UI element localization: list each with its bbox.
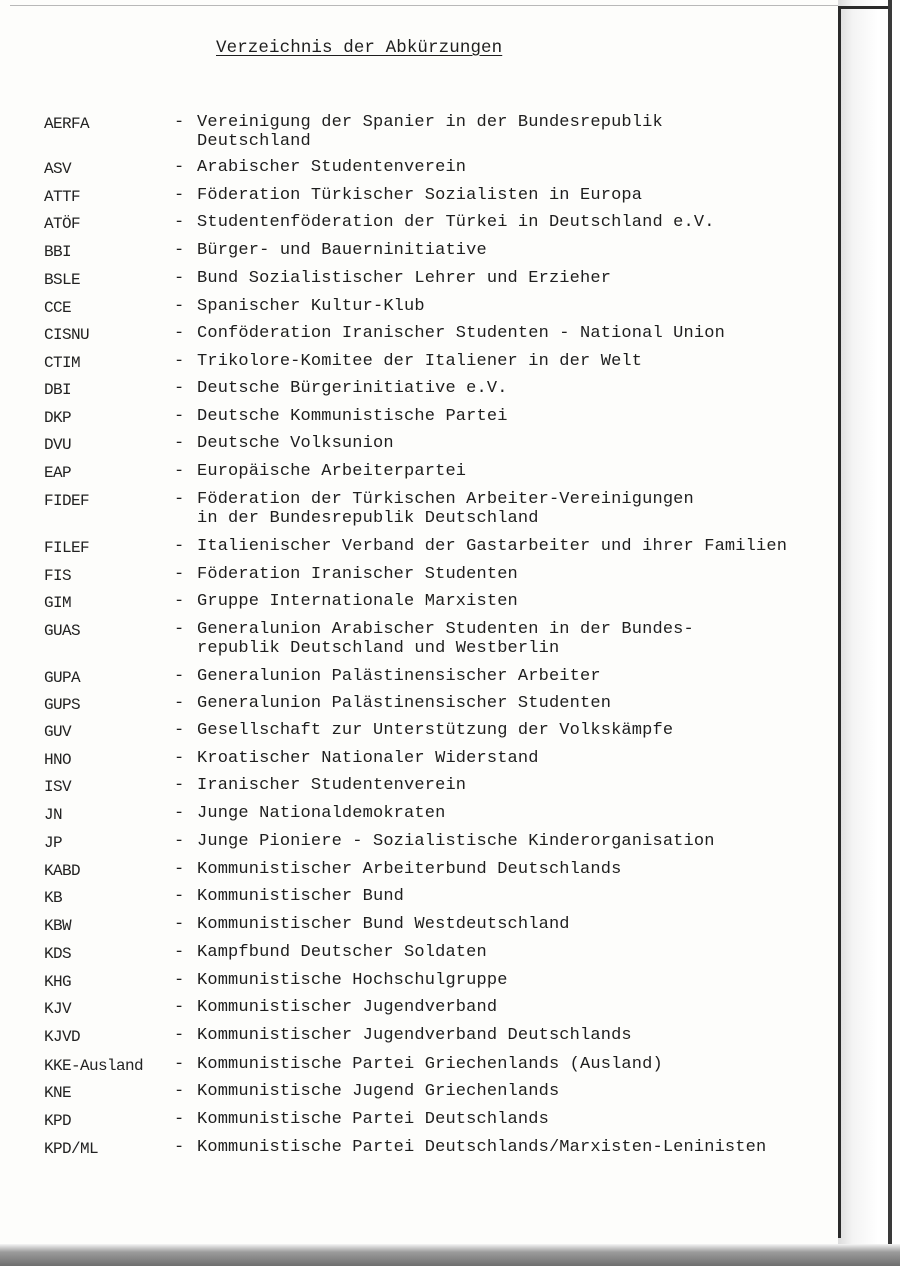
abbreviation: KNE: [44, 1084, 72, 1102]
abbreviation-meaning: Deutsche Volksunion: [197, 434, 394, 453]
separator-dash: -: [174, 379, 185, 398]
abbreviation: KKE-Ausland: [44, 1057, 144, 1075]
separator-dash: -: [174, 434, 185, 453]
abbreviation: ISV: [44, 778, 72, 796]
separator-dash: -: [174, 269, 185, 288]
abbreviation-meaning: Generalunion Arabischer Studenten in der Bundes- republik Deutschland und Westberlin: [197, 620, 694, 658]
abbreviation: KDS: [44, 945, 72, 963]
abbreviation-meaning: Junge Pioniere - Sozialistische Kinderorganisation: [197, 832, 715, 851]
abbreviation: KABD: [44, 862, 81, 880]
abbreviation: AERFA: [44, 115, 90, 133]
separator-dash: -: [174, 1026, 185, 1045]
abbreviation: KB: [44, 889, 63, 907]
binder-outer-rule: [888, 0, 892, 1266]
abbreviation: CISNU: [44, 326, 90, 344]
abbreviation-meaning: Föderation Iranischer Studenten: [197, 565, 518, 584]
separator-dash: -: [174, 490, 185, 509]
abbreviation-meaning: Iranischer Studentenverein: [197, 776, 467, 795]
abbreviation: KPD/ML: [44, 1140, 99, 1158]
abbreviation-meaning: Junge Nationaldemokraten: [197, 804, 446, 823]
abbreviation-meaning: Kampfbund Deutscher Soldaten: [197, 943, 487, 962]
abbreviation: EAP: [44, 464, 72, 482]
abbreviation: KJVD: [44, 1028, 81, 1046]
abbreviation: KPD: [44, 1112, 72, 1130]
abbreviation: ATTF: [44, 188, 81, 206]
separator-dash: -: [174, 749, 185, 768]
abbreviation-meaning: Bund Sozialistischer Lehrer und Erzieher: [197, 269, 612, 288]
separator-dash: -: [174, 537, 185, 556]
separator-dash: -: [174, 1138, 185, 1157]
separator-dash: -: [174, 297, 185, 316]
abbreviation: GIM: [44, 594, 72, 612]
abbreviation: KJV: [44, 1000, 72, 1018]
abbreviation-meaning: Kommunistische Hochschulgruppe: [197, 971, 508, 990]
abbreviation-meaning: Kommunistischer Arbeiterbund Deutschlands: [197, 860, 622, 879]
abbreviation: GUV: [44, 723, 72, 741]
abbreviation: ATÖF: [44, 215, 81, 233]
abbreviation: GUPS: [44, 696, 81, 714]
separator-dash: -: [174, 462, 185, 481]
abbreviation-meaning: Bürger- und Bauerninitiative: [197, 241, 487, 260]
separator-dash: -: [174, 1110, 185, 1129]
separator-dash: -: [174, 776, 185, 795]
binder-top-rule: [838, 6, 890, 9]
abbreviation: DVU: [44, 436, 72, 454]
separator-dash: -: [174, 407, 185, 426]
separator-dash: -: [174, 998, 185, 1017]
separator-dash: -: [174, 667, 185, 686]
page-title: Verzeichnis der Abkürzungen: [216, 38, 503, 58]
separator-dash: -: [174, 721, 185, 740]
abbreviation: BSLE: [44, 271, 81, 289]
separator-dash: -: [174, 971, 185, 990]
separator-dash: -: [174, 1082, 185, 1101]
abbreviation-meaning: Deutsche Kommunistische Partei: [197, 407, 508, 426]
abbreviation: FILEF: [44, 539, 90, 557]
binder-edge: [838, 0, 900, 1266]
separator-dash: -: [174, 113, 185, 132]
abbreviation: GUAS: [44, 622, 81, 640]
abbreviation: GUPA: [44, 669, 81, 687]
abbreviation-meaning: Kommunistischer Bund: [197, 887, 405, 906]
abbreviation-meaning: Gesellschaft zur Unterstützung der Volkskämpfe: [197, 721, 674, 740]
abbreviation-meaning: Spanischer Kultur-Klub: [197, 297, 425, 316]
abbreviation-meaning: Kommunistische Partei Griechenlands (Ausland): [197, 1055, 663, 1074]
abbreviation-meaning: Föderation Türkischer Sozialisten in Europa: [197, 186, 643, 205]
scan-bottom-shadow: [0, 1244, 900, 1266]
abbreviation-meaning: Trikolore-Komitee der Italiener in der Welt: [197, 352, 643, 371]
abbreviation-meaning: Kommunistische Jugend Griechenlands: [197, 1082, 560, 1101]
abbreviation-meaning: Studentenföderation der Türkei in Deutschland e.V.: [197, 213, 715, 232]
abbreviation: CTIM: [44, 354, 81, 372]
separator-dash: -: [174, 352, 185, 371]
abbreviation: HNO: [44, 751, 72, 769]
separator-dash: -: [174, 943, 185, 962]
abbreviation-meaning: Generalunion Palästinensischer Arbeiter: [197, 667, 601, 686]
abbreviation: KBW: [44, 917, 72, 935]
binder-inner-rule: [838, 6, 841, 1238]
abbreviation-meaning: Europäische Arbeiterpartei: [197, 462, 467, 481]
separator-dash: -: [174, 1055, 185, 1074]
separator-dash: -: [174, 324, 185, 343]
abbreviation-meaning: Kroatischer Nationaler Widerstand: [197, 749, 539, 768]
abbreviation-meaning: Föderation der Türkischen Arbeiter-Vereinigungen in der Bundesrepublik Deutschland: [197, 490, 694, 528]
separator-dash: -: [174, 592, 185, 611]
separator-dash: -: [174, 804, 185, 823]
abbreviation: KHG: [44, 973, 72, 991]
separator-dash: -: [174, 860, 185, 879]
separator-dash: -: [174, 620, 185, 639]
abbreviation: ASV: [44, 160, 72, 178]
separator-dash: -: [174, 241, 185, 260]
separator-dash: -: [174, 213, 185, 232]
scan-top-edge: [10, 5, 838, 6]
abbreviation: BBI: [44, 243, 72, 261]
abbreviation-meaning: Arabischer Studentenverein: [197, 158, 467, 177]
abbreviation-meaning: Gruppe Internationale Marxisten: [197, 592, 518, 611]
abbreviation-meaning: Kommunistische Partei Deutschlands/Marxisten-Leninisten: [197, 1138, 767, 1157]
abbreviation-meaning: Vereinigung der Spanier in der Bundesrepublik Deutschland: [197, 113, 663, 151]
separator-dash: -: [174, 694, 185, 713]
separator-dash: -: [174, 832, 185, 851]
abbreviation-meaning: Italienischer Verband der Gastarbeiter und ihrer Familien: [197, 537, 788, 556]
abbreviation-meaning: Conföderation Iranischer Studenten - National Union: [197, 324, 725, 343]
abbreviation: JP: [44, 834, 63, 852]
separator-dash: -: [174, 186, 185, 205]
abbreviation: DBI: [44, 381, 72, 399]
abbreviation: CCE: [44, 299, 72, 317]
abbreviation-meaning: Generalunion Palästinensischer Studenten: [197, 694, 612, 713]
abbreviation: FIS: [44, 567, 72, 585]
abbreviation: JN: [44, 806, 63, 824]
abbreviation-meaning: Kommunistischer Bund Westdeutschland: [197, 915, 570, 934]
abbreviation-meaning: Kommunistische Partei Deutschlands: [197, 1110, 549, 1129]
abbreviation-meaning: Kommunistischer Jugendverband Deutschlands: [197, 1026, 632, 1045]
abbreviation: DKP: [44, 409, 72, 427]
separator-dash: -: [174, 915, 185, 934]
abbreviation-meaning: Deutsche Bürgerinitiative e.V.: [197, 379, 508, 398]
abbreviation: FIDEF: [44, 492, 90, 510]
separator-dash: -: [174, 887, 185, 906]
abbreviation-meaning: Kommunistischer Jugendverband: [197, 998, 498, 1017]
separator-dash: -: [174, 565, 185, 584]
separator-dash: -: [174, 158, 185, 177]
